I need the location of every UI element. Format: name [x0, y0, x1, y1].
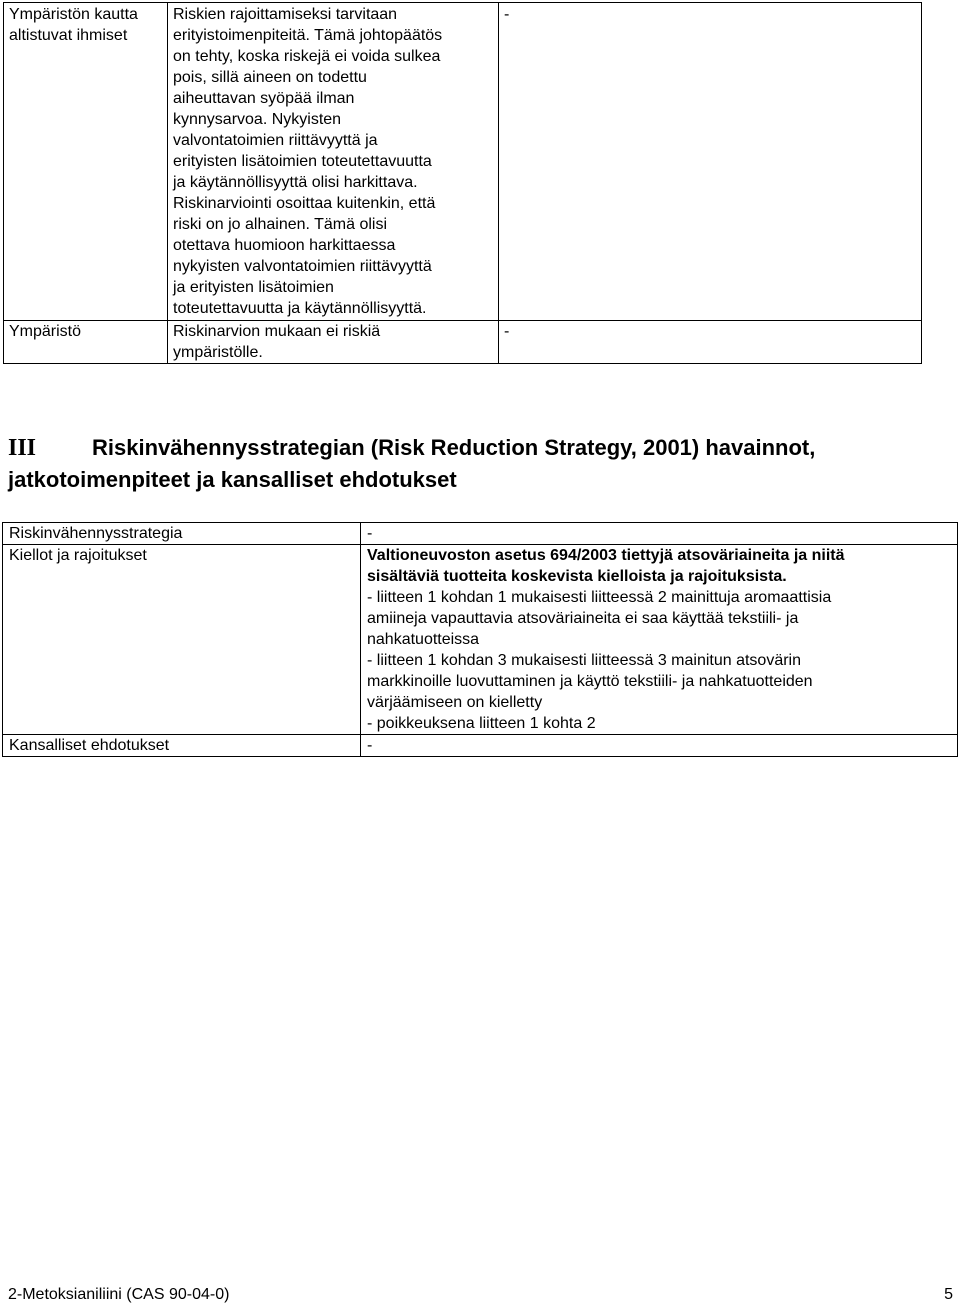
restrictions-cell: [361, 545, 958, 735]
table-row: [4, 321, 922, 364]
row-conclusion-environment: Riskinarvion mukaan ei riskiä ympäristölle.: [168, 321, 499, 364]
row-label-environmental-exposure: Ympäristön kautta altistuvat ihmiset: [4, 3, 168, 321]
row-extra-environmental-exposure: -: [499, 3, 922, 321]
table-row: [4, 3, 922, 321]
restrictions-label: Kiellot ja rajoitukset: [3, 545, 361, 735]
national-proposals-value: -: [361, 735, 958, 757]
row-extra-environment: -: [499, 321, 922, 364]
risk-reduction-table: [2, 522, 958, 757]
strategy-label: Riskinvähennysstrategia: [3, 523, 361, 545]
footer-page-number: 5: [944, 1286, 953, 1303]
row-conclusion-environmental-exposure: Riskien rajoittamiseksi tarvitaan erityistoimenpiteitä. Tämä johtopäätös on tehty, koska riskejä ei voida sulkea pois, sillä aineen on todettu aiheuttavan syöpää ilman kynnysarvoa. Nykyisten valvontatoimien riittävyyttä ja erityisten lisätoimien toteutettavuutta ja käytännöllisyyttä olisi harkittava. Riskinarviointi osoittaa kuitenkin, että riski on jo alhainen. Tämä olisi otettava huomioon harkittaessa nykyisten valvontatoimien riittävyyttä ja erityisten lisätoimien toteutettavuutta ja käytännöllisyyttä.: [168, 3, 499, 321]
restrictions-decree: Valtioneuvoston asetus 694/2003 tiettyjä atsoväriaineita ja niitä sisältäviä tuotteita koskevista kielloista ja rajoituksista.: [367, 547, 845, 585]
table-row: [3, 735, 958, 757]
row-label-environment: Ympäristö: [4, 321, 168, 364]
table-row: [3, 523, 958, 545]
risk-characterisation-table: [3, 2, 922, 364]
national-proposals-label: Kansalliset ehdotukset: [3, 735, 361, 757]
footer-document-name: 2-Metoksianiliini (CAS 90-04-0): [8, 1286, 230, 1303]
strategy-value: -: [361, 523, 958, 545]
section-number: III: [8, 435, 37, 461]
table-row: [3, 545, 958, 735]
section-heading: [8, 432, 953, 495]
restrictions-details: - liitteen 1 kohdan 1 mukaisesti liitteessä 2 mainittuja aromaattisia amiineja vapauttavia atsoväriaineita ei saa käyttää tekstiili- ja nahkatuotteissa - liitteen 1 kohdan 3 mukaisesti liitteessä 3 mainitun atsovärin markkinoille luovuttaminen ja käyttö tekstiili- ja nahkatuotteiden värjäämiseen on kielletty - poikkeuksena liitteen 1 kohta 2: [367, 589, 832, 732]
section-title: Riskinvähennysstrategian (Risk Reduction Strategy, 2001) havainnot, jatkotoimenpiteet ja kansalliset ehdotukset: [8, 435, 816, 492]
